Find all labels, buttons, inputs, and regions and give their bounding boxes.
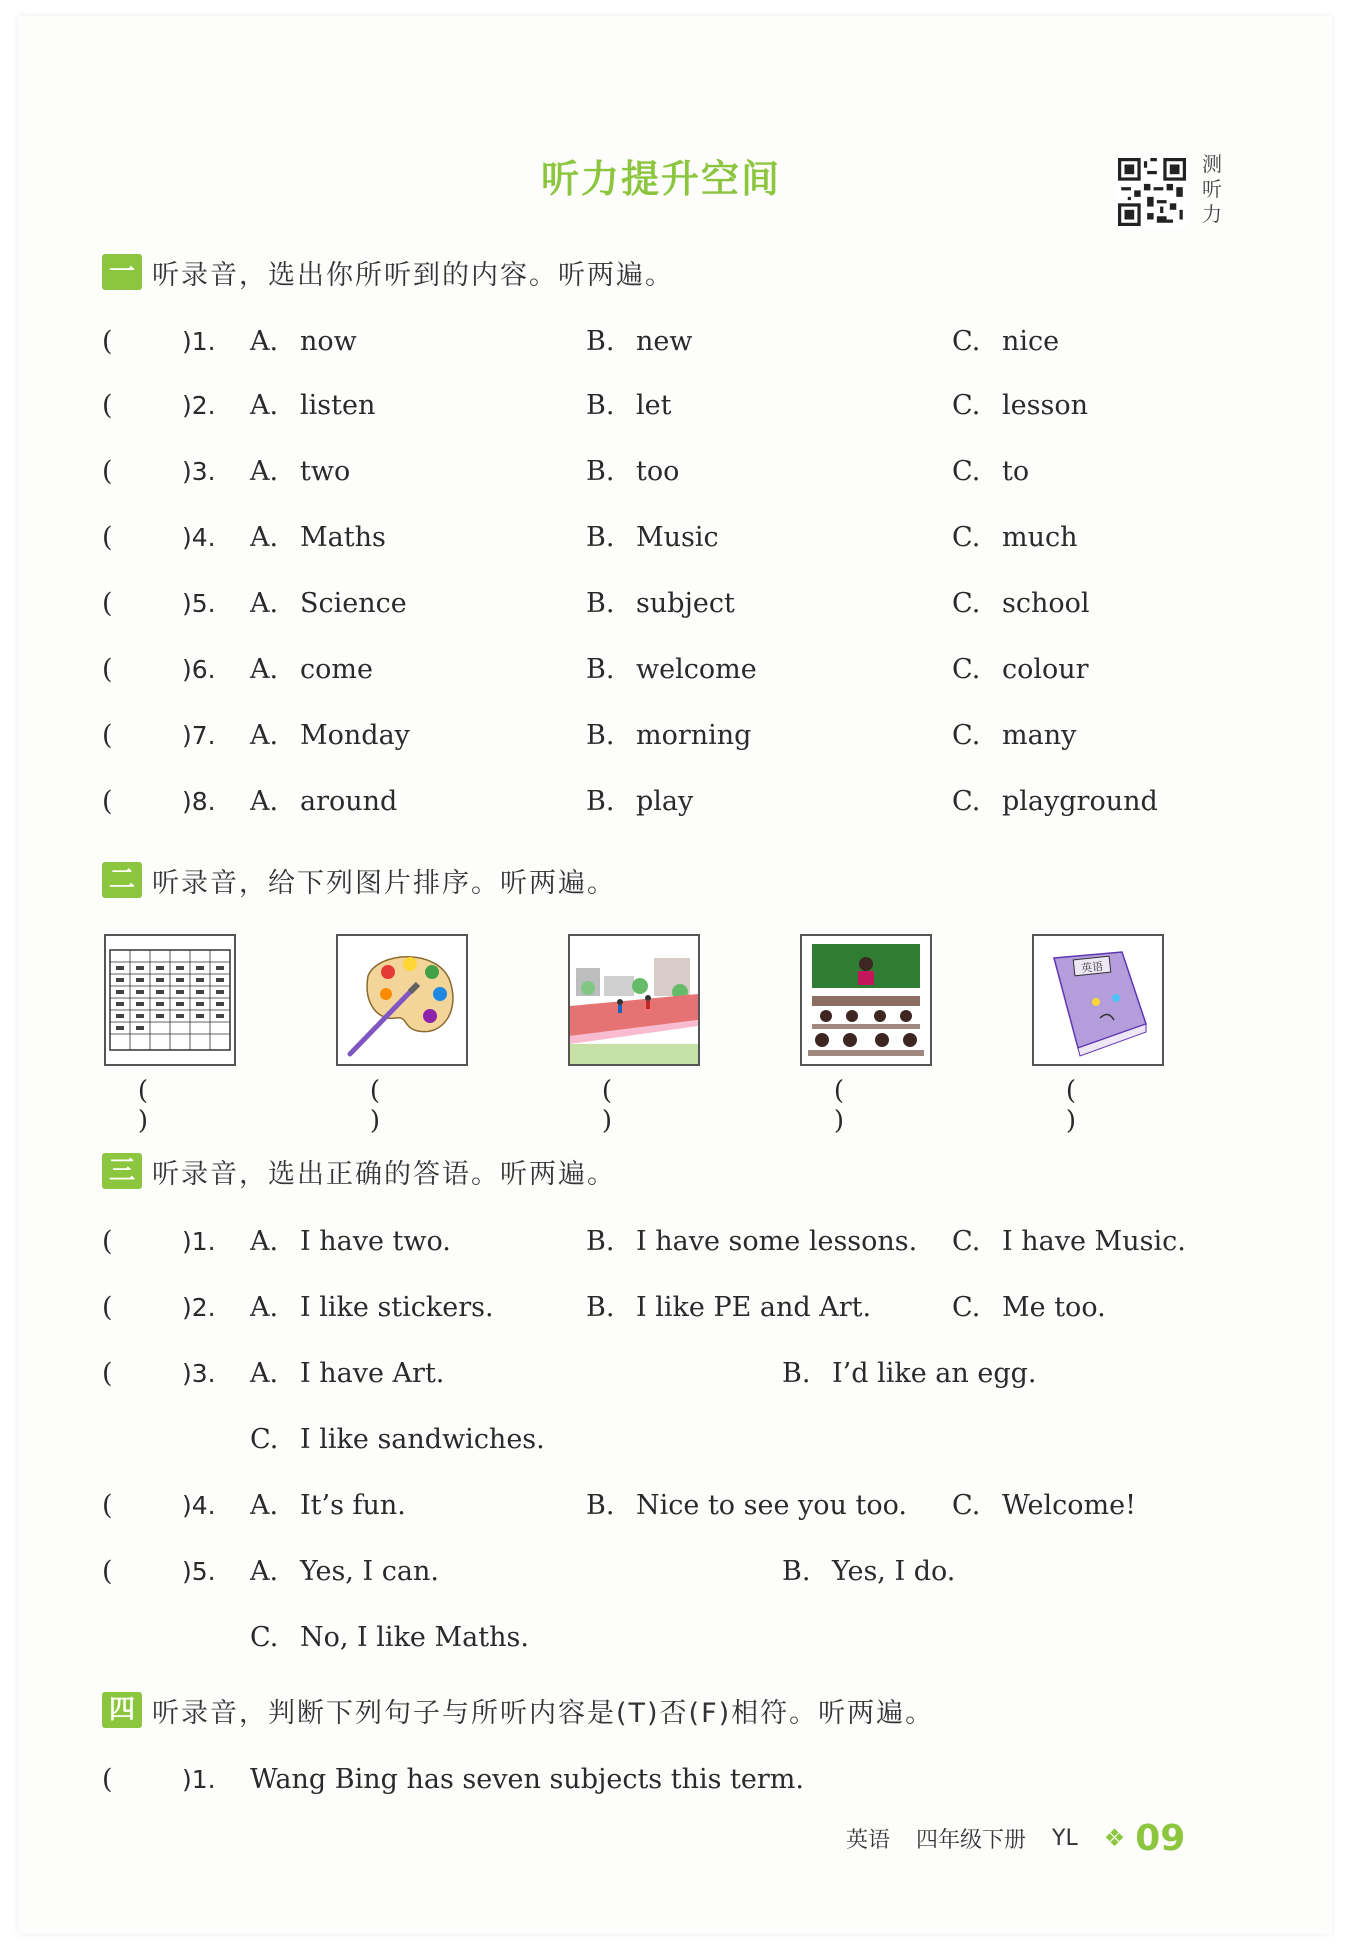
- option-letter: C.: [250, 1424, 279, 1455]
- answer-option[interactable]: [782, 1354, 1037, 1394]
- picture-answer-blank[interactable]: ( ): [369, 1076, 431, 1136]
- answer-blank-open[interactable]: (: [102, 456, 113, 487]
- option-text: Music: [636, 522, 719, 553]
- option-letter: A.: [250, 654, 279, 685]
- option-text: lesson: [1002, 390, 1088, 421]
- question-number: )4.: [182, 1491, 216, 1520]
- question-row: [102, 1222, 1232, 1262]
- question-number: )1.: [182, 1765, 216, 1794]
- question-row: [102, 386, 1232, 426]
- question-number: )7.: [182, 721, 216, 750]
- option-text: many: [1002, 720, 1077, 751]
- question-row: [102, 650, 1232, 690]
- option-text: nice: [1002, 326, 1060, 357]
- question-number: )5.: [182, 1557, 216, 1586]
- option-text: Me too.: [1002, 1292, 1106, 1323]
- question-row: [102, 782, 1232, 822]
- answer-option[interactable]: [586, 1222, 917, 1262]
- answer-option[interactable]: [250, 452, 350, 492]
- answer-option[interactable]: [250, 1354, 444, 1394]
- option-text: too: [636, 456, 680, 487]
- option-letter: A.: [250, 1292, 279, 1323]
- option-letter: C.: [952, 1292, 981, 1323]
- section-1-heading: [102, 252, 674, 292]
- option-text: to: [1002, 456, 1030, 487]
- footer-grade: 四年级下册: [916, 1827, 1027, 1853]
- answer-blank-open[interactable]: (: [102, 1764, 113, 1795]
- section-3-heading: [102, 1151, 616, 1191]
- qr-caption: 测 听 力: [1202, 152, 1222, 226]
- option-text: I like stickers.: [300, 1292, 494, 1323]
- question-row: [102, 1552, 1232, 1653]
- footer-edition: YL: [1052, 1825, 1078, 1851]
- option-letter: C.: [952, 456, 981, 487]
- option-letter: B.: [586, 390, 615, 421]
- option-text: morning: [636, 720, 752, 751]
- option-text: Maths: [300, 522, 386, 553]
- question-row: [102, 518, 1232, 558]
- option-text: much: [1002, 522, 1078, 553]
- answer-blank-open[interactable]: (: [102, 522, 113, 553]
- option-letter: A.: [250, 326, 279, 357]
- answer-option[interactable]: [250, 1222, 451, 1262]
- option-text: school: [1002, 588, 1090, 619]
- option-text: I’d like an egg.: [832, 1358, 1037, 1389]
- answer-option[interactable]: [952, 1486, 1136, 1526]
- answer-option[interactable]: [952, 1288, 1106, 1328]
- question-row: [102, 716, 1232, 756]
- section-badge: 二: [102, 862, 142, 898]
- classroom-picture: [800, 934, 932, 1066]
- option-letter: B.: [586, 1490, 615, 1521]
- option-text: I like PE and Art.: [636, 1292, 872, 1323]
- answer-option[interactable]: [250, 518, 386, 558]
- section-title: 听录音，判断下列句子与所听内容是(T)否(F)相符。听两遍。: [152, 1697, 935, 1729]
- answer-option[interactable]: [952, 322, 1059, 362]
- answer-blank-open[interactable]: (: [102, 326, 113, 357]
- option-text: I have some lessons.: [636, 1226, 918, 1257]
- option-text: I like sandwiches.: [300, 1424, 545, 1455]
- option-text: Science: [300, 588, 407, 619]
- answer-option[interactable]: [586, 716, 751, 756]
- answer-option[interactable]: [586, 386, 671, 426]
- option-text: play: [636, 786, 694, 817]
- option-text: subject: [636, 588, 735, 619]
- playground-picture: [568, 934, 700, 1066]
- answer-option[interactable]: [952, 716, 1076, 756]
- option-letter: C.: [952, 654, 981, 685]
- answer-blank-open[interactable]: (: [102, 720, 113, 751]
- option-letter: C.: [952, 390, 981, 421]
- answer-option[interactable]: [952, 386, 1088, 426]
- statement-text: Wang Bing has seven subjects this term.: [250, 1764, 804, 1795]
- answer-option[interactable]: [952, 782, 1158, 822]
- answer-option[interactable]: [952, 452, 1029, 492]
- question-number: )6.: [182, 655, 216, 684]
- option-text: Welcome!: [1002, 1490, 1136, 1521]
- section-badge: 四: [102, 1692, 142, 1728]
- answer-option[interactable]: [586, 1288, 871, 1328]
- option-text: Yes, I do.: [832, 1556, 956, 1587]
- question-number: )2.: [182, 1293, 216, 1322]
- book-cover-label: 英语: [1080, 959, 1104, 976]
- option-text: come: [300, 654, 373, 685]
- picture-answer-blank[interactable]: ( ): [1065, 1076, 1127, 1136]
- palette-picture: [336, 934, 468, 1066]
- option-letter: A.: [250, 1556, 279, 1587]
- qr-code-icon: [1118, 158, 1186, 226]
- answer-option[interactable]: [250, 322, 357, 362]
- answer-option[interactable]: [586, 1486, 907, 1526]
- section-2-heading: [102, 860, 616, 900]
- option-letter: C.: [952, 720, 981, 751]
- option-letter: A.: [250, 522, 279, 553]
- option-letter: B.: [586, 654, 615, 685]
- option-text: Yes, I can.: [300, 1556, 439, 1587]
- option-letter: C.: [952, 326, 981, 357]
- answer-option[interactable]: [952, 518, 1078, 558]
- option-text: around: [300, 786, 398, 817]
- question-row: [102, 1354, 1232, 1455]
- picture-answer-blank[interactable]: ( ): [833, 1076, 895, 1136]
- option-letter: A.: [250, 1358, 279, 1389]
- answer-blank-open[interactable]: (: [102, 1226, 113, 1257]
- option-text: Nice to see you too.: [636, 1490, 907, 1521]
- option-letter: B.: [586, 786, 615, 817]
- answer-option[interactable]: [952, 584, 1090, 624]
- answer-option[interactable]: [586, 782, 693, 822]
- option-letter: C.: [952, 1490, 981, 1521]
- option-letter: A.: [250, 456, 279, 487]
- answer-option[interactable]: [250, 1552, 439, 1592]
- section-title: 听录音，选出你所听到的内容。听两遍。: [152, 259, 674, 291]
- answer-blank-open[interactable]: (: [102, 1490, 113, 1521]
- option-text: Monday: [300, 720, 410, 751]
- option-letter: B.: [586, 522, 615, 553]
- question-number: )8.: [182, 787, 216, 816]
- option-text: No, I like Maths.: [300, 1622, 529, 1653]
- diamond-icon: ❖: [1103, 1824, 1126, 1852]
- option-letter: A.: [250, 720, 279, 751]
- option-letter: C.: [952, 522, 981, 553]
- answer-blank-open[interactable]: (: [102, 1292, 113, 1323]
- question-row: [102, 1760, 1232, 1800]
- section-title: 听录音，给下列图片排序。听两遍。: [152, 867, 616, 899]
- question-row: [102, 1288, 1232, 1328]
- option-text: playground: [1002, 786, 1158, 817]
- option-text: new: [636, 326, 693, 357]
- option-letter: C.: [952, 588, 981, 619]
- answer-option[interactable]: [782, 1552, 955, 1592]
- answer-option[interactable]: [952, 1222, 1186, 1262]
- answer-blank-open[interactable]: (: [102, 1358, 113, 1389]
- answer-blank-open[interactable]: (: [102, 654, 113, 685]
- question-number: )2.: [182, 391, 216, 420]
- option-text: It’s fun.: [300, 1490, 406, 1521]
- option-letter: A.: [250, 1490, 279, 1521]
- answer-option[interactable]: [250, 1420, 545, 1460]
- answer-option[interactable]: [586, 322, 692, 362]
- page-footer: [846, 1818, 1185, 1858]
- question-number: )1.: [182, 1227, 216, 1256]
- page-title: 听力提升空间: [540, 157, 781, 201]
- option-letter: A.: [250, 1226, 279, 1257]
- option-text: now: [300, 326, 357, 357]
- option-text: I have Art.: [300, 1358, 445, 1389]
- question-row: [102, 452, 1232, 492]
- option-letter: A.: [250, 390, 279, 421]
- option-letter: B.: [586, 588, 615, 619]
- picture-answer-blank[interactable]: ( ): [601, 1076, 663, 1136]
- timetable-picture: [104, 934, 236, 1066]
- option-letter: C.: [952, 1226, 981, 1257]
- answer-option[interactable]: [250, 1288, 494, 1328]
- question-number: )1.: [182, 327, 216, 356]
- option-text: colour: [1002, 654, 1089, 685]
- picture-answer-blank[interactable]: ( ): [137, 1076, 199, 1136]
- book-picture: [1032, 934, 1164, 1066]
- option-letter: B.: [586, 720, 615, 751]
- option-letter: C.: [952, 786, 981, 817]
- answer-blank-open[interactable]: (: [102, 588, 113, 619]
- answer-option[interactable]: [250, 782, 397, 822]
- answer-option[interactable]: [586, 584, 735, 624]
- option-letter: B.: [586, 1226, 615, 1257]
- answer-option[interactable]: [952, 650, 1089, 690]
- footer-subject: 英语: [846, 1827, 891, 1853]
- answer-option[interactable]: [586, 518, 719, 558]
- option-text: let: [636, 390, 672, 421]
- answer-option[interactable]: [586, 650, 757, 690]
- option-letter: A.: [250, 588, 279, 619]
- question-number: )4.: [182, 523, 216, 552]
- section-4-heading: [102, 1690, 934, 1730]
- option-letter: B.: [586, 456, 615, 487]
- option-letter: C.: [250, 1622, 279, 1653]
- answer-option[interactable]: [250, 650, 373, 690]
- answer-option[interactable]: [250, 1618, 529, 1658]
- answer-option[interactable]: [250, 584, 407, 624]
- option-letter: B.: [782, 1556, 811, 1587]
- option-text: I have two.: [300, 1226, 451, 1257]
- question-row: [102, 1486, 1232, 1526]
- section-title: 听录音，选出正确的答语。听两遍。: [152, 1158, 616, 1190]
- section-badge: 三: [102, 1153, 142, 1189]
- question-number: )5.: [182, 589, 216, 618]
- question-row: [102, 322, 1232, 362]
- option-letter: A.: [250, 786, 279, 817]
- answer-blank-open[interactable]: (: [102, 786, 113, 817]
- answer-option[interactable]: [250, 716, 410, 756]
- answer-option[interactable]: [250, 386, 375, 426]
- section-badge: 一: [102, 254, 142, 290]
- option-text: welcome: [636, 654, 757, 685]
- answer-option[interactable]: [250, 1486, 406, 1526]
- question-number: )3.: [182, 1359, 216, 1388]
- option-letter: B.: [586, 326, 615, 357]
- answer-blank-open[interactable]: (: [102, 390, 113, 421]
- question-number: )3.: [182, 457, 216, 486]
- option-text: two: [300, 456, 351, 487]
- option-letter: B.: [782, 1358, 811, 1389]
- answer-blank-open[interactable]: (: [102, 1556, 113, 1587]
- option-letter: B.: [586, 1292, 615, 1323]
- page-number: 09: [1135, 1817, 1186, 1859]
- option-text: listen: [300, 390, 376, 421]
- option-text: I have Music.: [1002, 1226, 1186, 1257]
- question-row: [102, 584, 1232, 624]
- answer-option[interactable]: [586, 452, 679, 492]
